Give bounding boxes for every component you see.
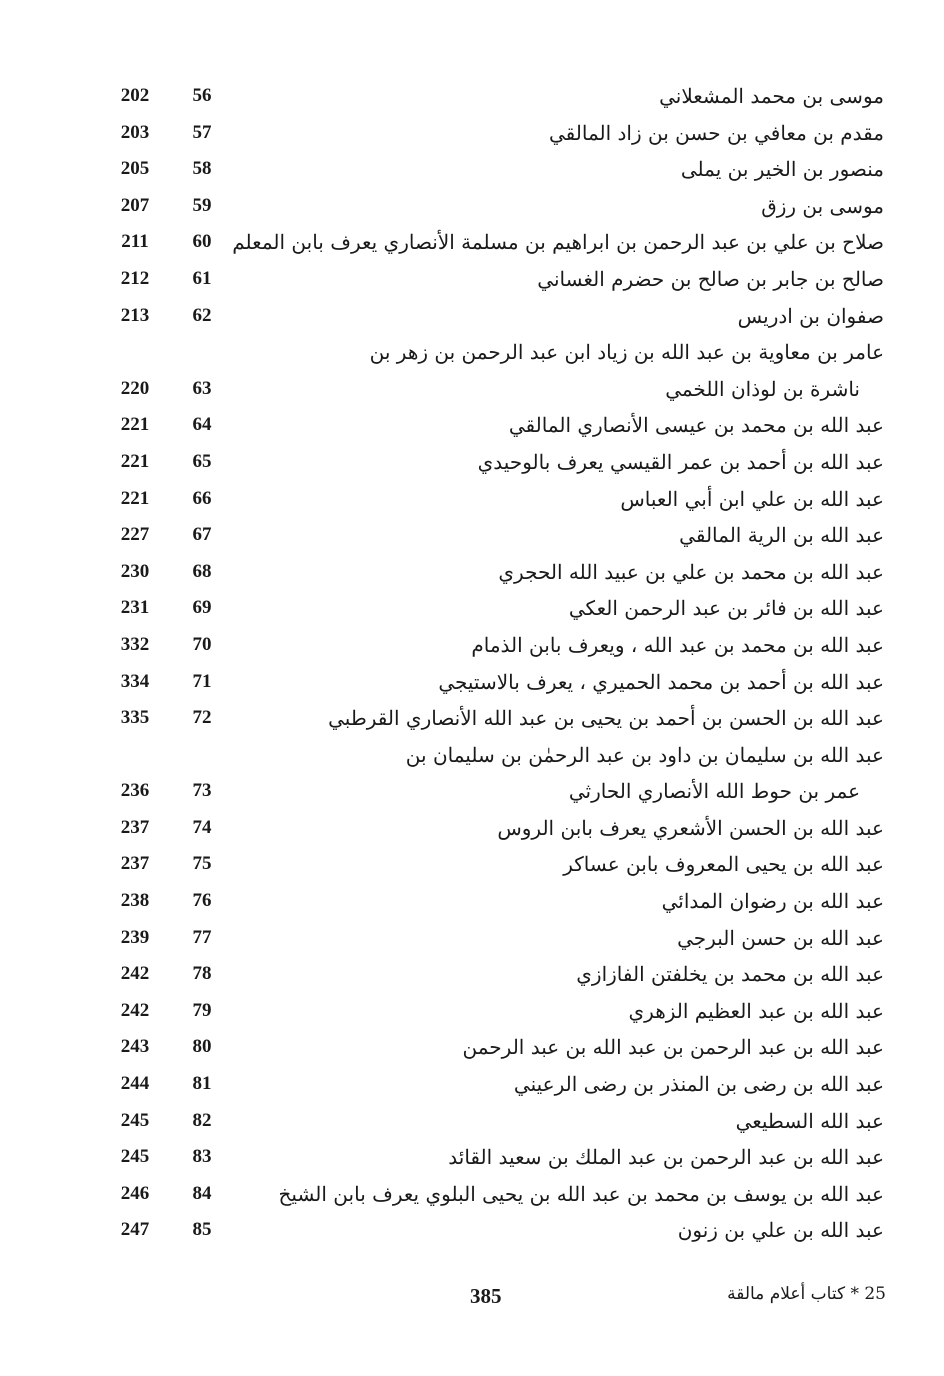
- entry-number: 72: [192, 707, 212, 729]
- entry-name: صفوان بن ادريس: [737, 303, 884, 328]
- entry-number: 78: [192, 963, 212, 985]
- entry-page: 203: [120, 121, 150, 143]
- entry-name: عبد الله بن علي ابن أبي العباس: [620, 486, 884, 511]
- toc-entry: [0, 334, 944, 407]
- entry-name: عامر بن معاوية بن عبد الله بن زياد ابن عبد الرحمن بن زهر بن: [369, 340, 884, 365]
- table-of-contents: [0, 78, 944, 1249]
- entry-page: 242: [120, 999, 150, 1021]
- entry-name: عبد الله بن الحسن الأشعري يعرف بابن الروس: [497, 815, 884, 840]
- toc-entry: [0, 810, 944, 847]
- entry-name: منصور بن الخير بن يملى: [680, 157, 884, 182]
- entry-name: مقدم بن معافي بن حسن بن زاد المالقي: [548, 120, 884, 145]
- entry-page: 237: [120, 853, 150, 875]
- page-number: 385: [470, 1284, 502, 1308]
- entry-number: 76: [192, 890, 212, 912]
- entry-page: 205: [120, 158, 150, 180]
- toc-entry: [0, 1212, 944, 1249]
- entry-name: عبد الله السطيعي: [735, 1108, 884, 1133]
- entry-number: 83: [192, 1146, 212, 1168]
- entry-page: 212: [120, 267, 150, 289]
- entry-page: 213: [120, 304, 150, 326]
- entry-number: 59: [192, 194, 212, 216]
- toc-entry: [0, 298, 944, 335]
- entry-name: عبد الله بن عبد العظيم الزهري: [628, 998, 884, 1023]
- toc-entry: [0, 224, 944, 261]
- entry-number: 57: [192, 121, 212, 143]
- toc-entry: [0, 883, 944, 920]
- entry-page: 244: [120, 1073, 150, 1095]
- toc-entry: [0, 188, 944, 225]
- entry-number: 80: [192, 1036, 212, 1058]
- entry-number: 79: [192, 999, 212, 1021]
- entry-name: عبد الله بن محمد بن عبد الله ، ويعرف بابن الذمام: [471, 632, 884, 657]
- toc-entry: [0, 517, 944, 554]
- entry-number: 81: [192, 1073, 212, 1095]
- entry-page: 239: [120, 926, 150, 948]
- entry-number: 73: [192, 780, 212, 802]
- entry-number: 65: [192, 450, 212, 472]
- entry-name: عبد الله بن محمد بن عيسى الأنصاري المالقي: [508, 413, 884, 438]
- entry-page: 247: [120, 1219, 150, 1241]
- toc-entry: [0, 1066, 944, 1103]
- entry-number: 60: [192, 231, 212, 253]
- entry-name-continuation: عمر بن حوط الله الأنصاري الحارثي: [568, 779, 860, 804]
- entry-page: 207: [120, 194, 150, 216]
- entry-page: 221: [120, 450, 150, 472]
- entry-number: 64: [192, 414, 212, 436]
- toc-entry: [0, 1029, 944, 1066]
- entry-number: 69: [192, 597, 212, 619]
- entry-page: 221: [120, 414, 150, 436]
- entry-name: عبد الله بن رضى بن المنذر بن رضى الرعيني: [513, 1072, 884, 1097]
- entry-name: عبد الله بن الرية المالقي: [679, 523, 884, 548]
- entry-number: 77: [192, 926, 212, 948]
- toc-entry: [0, 78, 944, 115]
- entry-name: عبد الله بن الحسن بن أحمد بن يحيى بن عبد الله الأنصاري القرطبي: [328, 706, 884, 731]
- toc-entry: [0, 993, 944, 1030]
- entry-page: 220: [120, 377, 150, 399]
- entry-number: 84: [192, 1182, 212, 1204]
- entry-number: 85: [192, 1219, 212, 1241]
- entry-name: صلاح بن علي بن عبد الرحمن بن ابراهيم بن مسلمة الأنصاري يعرف بابن المعلم: [232, 230, 884, 255]
- entry-name: عبد الله بن رضوان المدائي: [661, 889, 884, 914]
- entry-page: 246: [120, 1182, 150, 1204]
- entry-page: 334: [120, 670, 150, 692]
- entry-number: 74: [192, 816, 212, 838]
- entry-name: عبد الله بن أحمد بن عمر القيسي يعرف بالوحيدي: [477, 449, 884, 474]
- entry-name: عبد الله بن أحمد بن محمد الحميري ، يعرف بالاستيجي: [438, 669, 884, 694]
- entry-number: 62: [192, 304, 212, 326]
- entry-number: 56: [192, 85, 212, 106]
- entry-page: 236: [120, 780, 150, 802]
- entry-number: 61: [192, 267, 212, 289]
- entry-number: 67: [192, 524, 212, 546]
- entry-name: عبد الله بن عبد الرحمن بن عبد الملك بن سعيد القائد: [448, 1145, 884, 1170]
- toc-entry: [0, 151, 944, 188]
- toc-entry: [0, 920, 944, 957]
- entry-page: 245: [120, 1146, 150, 1168]
- toc-entry: [0, 261, 944, 298]
- entry-page: 245: [120, 1109, 150, 1131]
- toc-entry: [0, 664, 944, 701]
- entry-page: 237: [120, 816, 150, 838]
- page-footer: [0, 1280, 944, 1320]
- entry-page: 238: [120, 890, 150, 912]
- entry-number: 82: [192, 1109, 212, 1131]
- signature-mark: 25 * كتاب أعلام مالقة: [727, 1284, 886, 1304]
- entry-page: 231: [120, 597, 150, 619]
- toc-entry: [0, 956, 944, 993]
- entry-name: موسى بن محمد المشعلاني: [659, 84, 884, 108]
- entry-number: 63: [192, 377, 212, 399]
- toc-entry: [0, 554, 944, 591]
- toc-entry: [0, 1176, 944, 1213]
- entry-page: 335: [120, 707, 150, 729]
- entry-number: 58: [192, 158, 212, 180]
- entry-name: موسى بن رزق: [761, 193, 884, 218]
- entry-name: عبد الله بن حسن البرجي: [677, 925, 884, 950]
- toc-entry: [0, 737, 944, 810]
- entry-name: عبد الله بن يوسف بن محمد بن عبد الله بن يحيى البلوي يعرف بابن الشيخ: [278, 1181, 884, 1206]
- entry-page: 227: [120, 524, 150, 546]
- entry-page: 211: [121, 231, 149, 253]
- entry-page: 242: [120, 963, 150, 985]
- toc-entry: [0, 590, 944, 627]
- entry-number: 68: [192, 560, 212, 582]
- toc-entry: [0, 1139, 944, 1176]
- toc-entry: [0, 627, 944, 664]
- entry-name: عبد الله بن محمد بن علي بن عبيد الله الحجري: [498, 559, 884, 584]
- entry-page: 221: [120, 487, 150, 509]
- entry-page: 202: [120, 85, 150, 106]
- entry-page: 230: [120, 560, 150, 582]
- entry-number: 66: [192, 487, 212, 509]
- entry-name: عبد الله بن يحيى المعروف بابن عساكر: [563, 852, 884, 877]
- entry-page: 243: [120, 1036, 150, 1058]
- entry-name: عبد الله بن فائر بن عبد الرحمن العكي: [568, 596, 884, 621]
- entry-name-continuation: ناشرة بن لوذان اللخمي: [665, 376, 860, 401]
- toc-entry: [0, 407, 944, 444]
- toc-entry: [0, 444, 944, 481]
- entry-name: عبد الله بن عبد الرحمن بن عبد الله بن عبد الرحمن: [462, 1035, 884, 1060]
- toc-entry: [0, 115, 944, 152]
- entry-page: 332: [120, 633, 150, 655]
- toc-entry: [0, 846, 944, 883]
- entry-name: عبد الله بن سليمان بن داود بن عبد الرحمٰن بن سليمان بن: [405, 742, 884, 767]
- toc-entry: [0, 481, 944, 518]
- toc-entry: [0, 1103, 944, 1140]
- toc-entry: [0, 700, 944, 737]
- entry-name: عبد الله بن محمد بن يخلفتن الفازازي: [576, 962, 884, 987]
- entry-number: 70: [192, 633, 212, 655]
- entry-number: 71: [192, 670, 212, 692]
- entry-number: 75: [192, 853, 212, 875]
- entry-name: عبد الله بن علي بن زنون: [677, 1218, 884, 1243]
- entry-name: صالح بن جابر بن صالح بن حضرم الغساني: [537, 266, 884, 291]
